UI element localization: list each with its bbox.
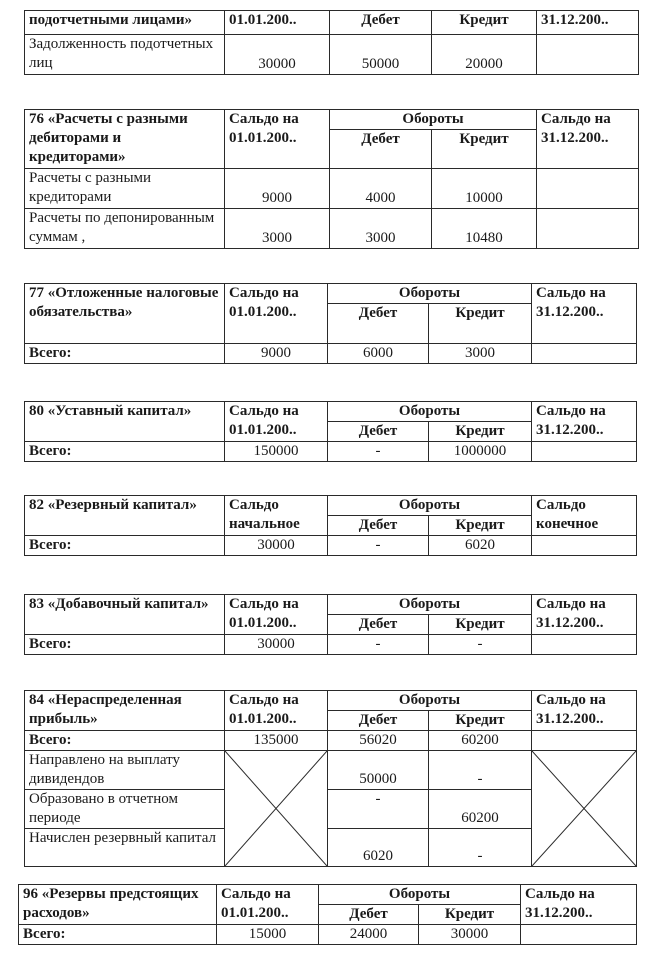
table-account-82 [24, 495, 637, 556]
cell-credit: 60200 [429, 731, 532, 751]
cell-debit: 56020 [328, 731, 429, 751]
account-title: подотчетными лицами» [25, 11, 225, 35]
account-title: 77 «Отложенные налоговые обязательства» [25, 284, 225, 344]
cell-credit: 60200 [429, 790, 532, 829]
header-credit: Кредит [429, 304, 532, 344]
header-saldo-start: 01.01.200.. [225, 11, 330, 35]
table-account-96 [18, 884, 637, 945]
cell-end [521, 925, 637, 945]
cell-start: 15000 [217, 925, 319, 945]
cell-start: 9000 [225, 169, 330, 209]
header-credit: Кредит [432, 130, 537, 169]
header-saldo-end: Сальдо на 31.12.200.. [537, 110, 639, 169]
cell-start: 135000 [225, 731, 328, 751]
header-credit: Кредит [432, 11, 537, 35]
cross-mark-icon [532, 751, 636, 866]
header-debit: Дебет [319, 905, 419, 925]
header-saldo-start: Сальдо на 01.01.200.. [225, 402, 328, 442]
account-title: 76 «Расчеты с разными дебиторами и кредиторами» [25, 110, 225, 169]
header-debit: Дебет [328, 516, 429, 536]
header-debit: Дебет [328, 711, 429, 731]
cell-debit: 6020 [328, 829, 429, 867]
crossed-out-cell [225, 751, 328, 867]
crossed-out-cell [532, 751, 637, 867]
account-title: 96 «Резервы предстоящих расходов» [19, 885, 217, 925]
header-turnover: Обороты [328, 496, 532, 516]
row-label: Направлено на выплату дивидендов [25, 751, 225, 790]
header-debit: Дебет [328, 615, 429, 635]
cell-credit: 6020 [429, 536, 532, 556]
account-title: 80 «Уставный капитал» [25, 402, 225, 442]
header-saldo-end: Сальдо на 31.12.200.. [532, 595, 637, 635]
cell-credit: 3000 [429, 344, 532, 364]
cell-credit: 1000000 [429, 442, 532, 462]
cell-debit: 3000 [330, 209, 432, 249]
row-label: Всего: [25, 731, 225, 751]
account-title: 84 «Нераспределенная прибыль» [25, 691, 225, 731]
cell-end [532, 635, 637, 655]
cell-debit: 50000 [330, 35, 432, 75]
cell-credit: - [429, 829, 532, 867]
table-account-71 [24, 10, 639, 75]
header-saldo-start: Сальдо на 01.01.200.. [225, 595, 328, 635]
table-account-84 [24, 690, 637, 867]
cell-credit: 10000 [432, 169, 537, 209]
header-turnover: Обороты [328, 284, 532, 304]
cell-end [537, 35, 639, 75]
cell-end [537, 209, 639, 249]
header-saldo-start: Сальдо на 01.01.200.. [217, 885, 319, 925]
cell-start: 30000 [225, 35, 330, 75]
table-row [25, 442, 637, 462]
header-saldo-end: Сальдо на 31.12.200.. [532, 402, 637, 442]
table-row [25, 751, 637, 790]
header-turnover: Обороты [330, 110, 537, 130]
table-row [25, 209, 639, 249]
row-label: Всего: [25, 442, 225, 462]
cell-start: 30000 [225, 635, 328, 655]
row-label: Начислен резервный капитал [25, 829, 225, 867]
cell-credit: 10480 [432, 209, 537, 249]
row-label: Расчеты по депонированным суммам , [25, 209, 225, 249]
header-turnover: Обороты [319, 885, 521, 905]
row-label: Всего: [25, 536, 225, 556]
cross-mark-icon [225, 751, 327, 866]
cell-debit: 6000 [328, 344, 429, 364]
header-saldo-final: Сальдо конечное [532, 496, 637, 536]
table-account-83 [24, 594, 637, 655]
header-turnover: Обороты [328, 691, 532, 711]
cell-debit: 4000 [330, 169, 432, 209]
table-row [25, 35, 639, 75]
table-row [25, 731, 637, 751]
cell-debit: - [328, 790, 429, 829]
cell-end [532, 536, 637, 556]
header-credit: Кредит [429, 711, 532, 731]
table-account-77 [24, 283, 637, 364]
header-saldo-end: Сальдо на 31.12.200.. [521, 885, 637, 925]
table-row [19, 925, 637, 945]
row-label: Всего: [19, 925, 217, 945]
cell-start: 30000 [225, 536, 328, 556]
header-saldo-end: Сальдо на 31.12.200.. [532, 691, 637, 731]
header-saldo-start: Сальдо на 01.01.200.. [225, 284, 328, 344]
cell-end [532, 344, 637, 364]
cell-debit: - [328, 536, 429, 556]
header-turnover: Обороты [328, 402, 532, 422]
cell-end [532, 731, 637, 751]
header-saldo-initial: Сальдо начальное [225, 496, 328, 536]
header-debit: Дебет [328, 304, 429, 344]
cell-credit: 20000 [432, 35, 537, 75]
row-label: Задолженность подотчетных лиц [25, 35, 225, 75]
header-turnover: Обороты [328, 595, 532, 615]
cell-start: 3000 [225, 209, 330, 249]
header-credit: Кредит [429, 422, 532, 442]
table-row [25, 169, 639, 209]
row-label: Всего: [25, 344, 225, 364]
cell-credit: 30000 [419, 925, 521, 945]
cell-debit: 50000 [328, 751, 429, 790]
cell-end [537, 169, 639, 209]
header-saldo-end: Сальдо на 31.12.200.. [532, 284, 637, 344]
table-row [25, 536, 637, 556]
row-label: Расчеты с разными кредиторами [25, 169, 225, 209]
cell-debit: - [328, 442, 429, 462]
header-credit: Кредит [429, 516, 532, 536]
account-title: 83 «Добавочный капитал» [25, 595, 225, 635]
row-label: Образовано в отчетном периоде [25, 790, 225, 829]
header-credit: Кредит [429, 615, 532, 635]
cell-credit: - [429, 635, 532, 655]
row-label: Всего: [25, 635, 225, 655]
header-credit: Кредит [419, 905, 521, 925]
table-account-76 [24, 109, 639, 249]
account-title: 82 «Резервный капитал» [25, 496, 225, 536]
header-debit: Дебет [330, 130, 432, 169]
cell-credit: - [429, 751, 532, 790]
header-saldo-end: 31.12.200.. [537, 11, 639, 35]
cell-debit: 24000 [319, 925, 419, 945]
cell-debit: - [328, 635, 429, 655]
cell-start: 9000 [225, 344, 328, 364]
header-saldo-start: Сальдо на 01.01.200.. [225, 110, 330, 169]
table-row [25, 635, 637, 655]
table-row [25, 344, 637, 364]
header-debit: Дебет [328, 422, 429, 442]
cell-start: 150000 [225, 442, 328, 462]
cell-end [532, 442, 637, 462]
table-account-80 [24, 401, 637, 462]
header-debit: Дебет [330, 11, 432, 35]
header-saldo-start: Сальдо на 01.01.200.. [225, 691, 328, 731]
